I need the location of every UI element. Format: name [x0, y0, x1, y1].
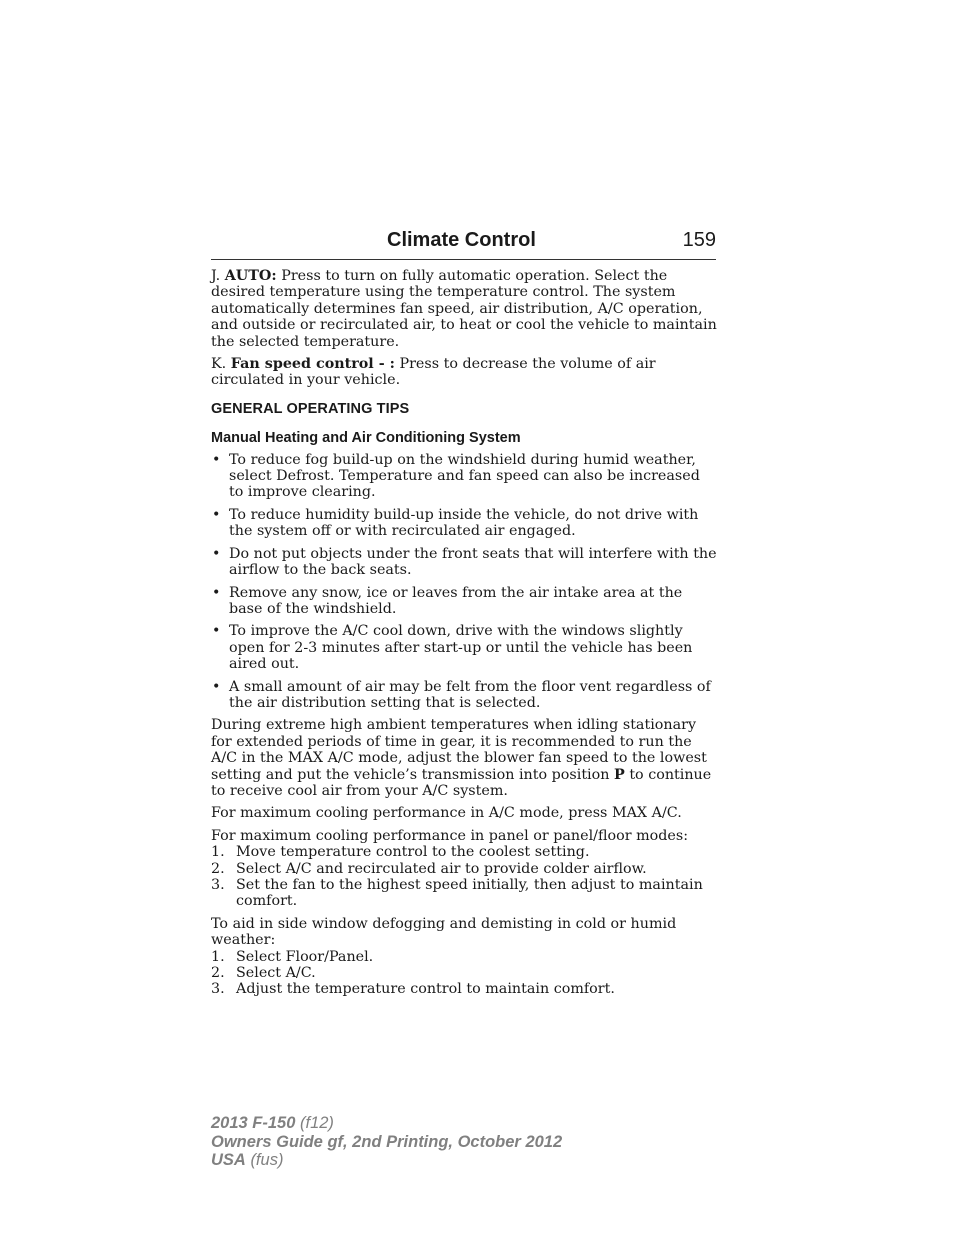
control-term: AUTO: [224, 268, 277, 284]
list-item: 2. Select A/C and recirculated air to provide colder airflow. [211, 860, 647, 877]
gear-position-p: P [614, 766, 625, 783]
extreme-temperature-paragraph: During extreme high ambient temperatures when idling stationary for extended periods of time in gear, it is recommended to run the A/C in the MAX A/C mode, adjust the blower fan speed to the lowest setting and put the vehicle’s transmission into position P to continue to receive cool air from your A/C system. [211, 717, 712, 799]
list-item: • To improve the A/C cool down, drive with the windows slightly open for 2-3 minutes after start-up or until the vehicle has been aired out. [211, 623, 717, 672]
footer-model-line: 2013 F-150 (f12) [211, 1114, 334, 1132]
subsection-heading: Manual Heating and Air Conditioning System [211, 430, 521, 447]
defog-steps [211, 949, 717, 998]
page-title: Climate Control [387, 229, 536, 251]
list-item: • Do not put objects under the front seats that will interfere with the airflow to the back seats. [211, 546, 717, 579]
list-item: 3. Set the fan to the highest speed initially, then adjust to maintain comfort. [211, 877, 703, 910]
page-footer [211, 1114, 562, 1170]
footer-region-line: USA (fus) [211, 1151, 284, 1169]
max-cooling-panel-intro: For maximum cooling performance in panel or panel/floor modes: [211, 827, 689, 844]
list-item: • Remove any snow, ice or leaves from the air intake area at the base of the windshield. [211, 585, 717, 618]
control-description-auto: J. AUTO: Press to turn on fully automatic operation. Select the desired temperature using the temperature control. The system automatically determines fan speed, air distribution, A/C operation, and outside or recirculated air, to heat or cool the vehicle to maintain the selected temperature. [211, 268, 717, 350]
control-description-fan-speed: K. Fan speed control - : Press to decrease the volume of air circulated in your vehicle. [211, 356, 656, 389]
list-item: 1. Select Floor/Panel. [211, 948, 374, 965]
section-heading: GENERAL OPERATING TIPS [211, 400, 410, 417]
footer-guide-line: Owners Guide gf, 2nd Printing, October 2012 [211, 1132, 563, 1151]
defog-intro: To aid in side window defogging and demisting in cold or humid weather: [211, 915, 677, 949]
list-item: • To reduce humidity build-up inside the vehicle, do not drive with the system off or with recirculated air engaged. [211, 507, 717, 540]
page-header [211, 229, 716, 260]
list-item: 3. Adjust the temperature control to maintain comfort. [211, 981, 615, 998]
max-cooling-steps [211, 844, 717, 910]
tips-list [211, 452, 717, 712]
page-number: 159 [682, 229, 716, 251]
page-content [211, 268, 717, 1004]
control-term: Fan speed control - : [230, 356, 395, 373]
list-item: 2. Select A/C. [211, 965, 316, 982]
list-item: 1. Move temperature control to the coolest setting. [211, 844, 590, 861]
list-item: • A small amount of air may be felt from the floor vent regardless of the air distribution setting that is selected. [211, 679, 717, 712]
max-cooling-ac-paragraph: For maximum cooling performance in A/C mode, press MAX A/C. [211, 805, 682, 822]
list-item: • To reduce fog build-up on the windshield during humid weather, select Defrost. Temperature and fan speed can also be increased to improve clearing. [211, 452, 717, 501]
